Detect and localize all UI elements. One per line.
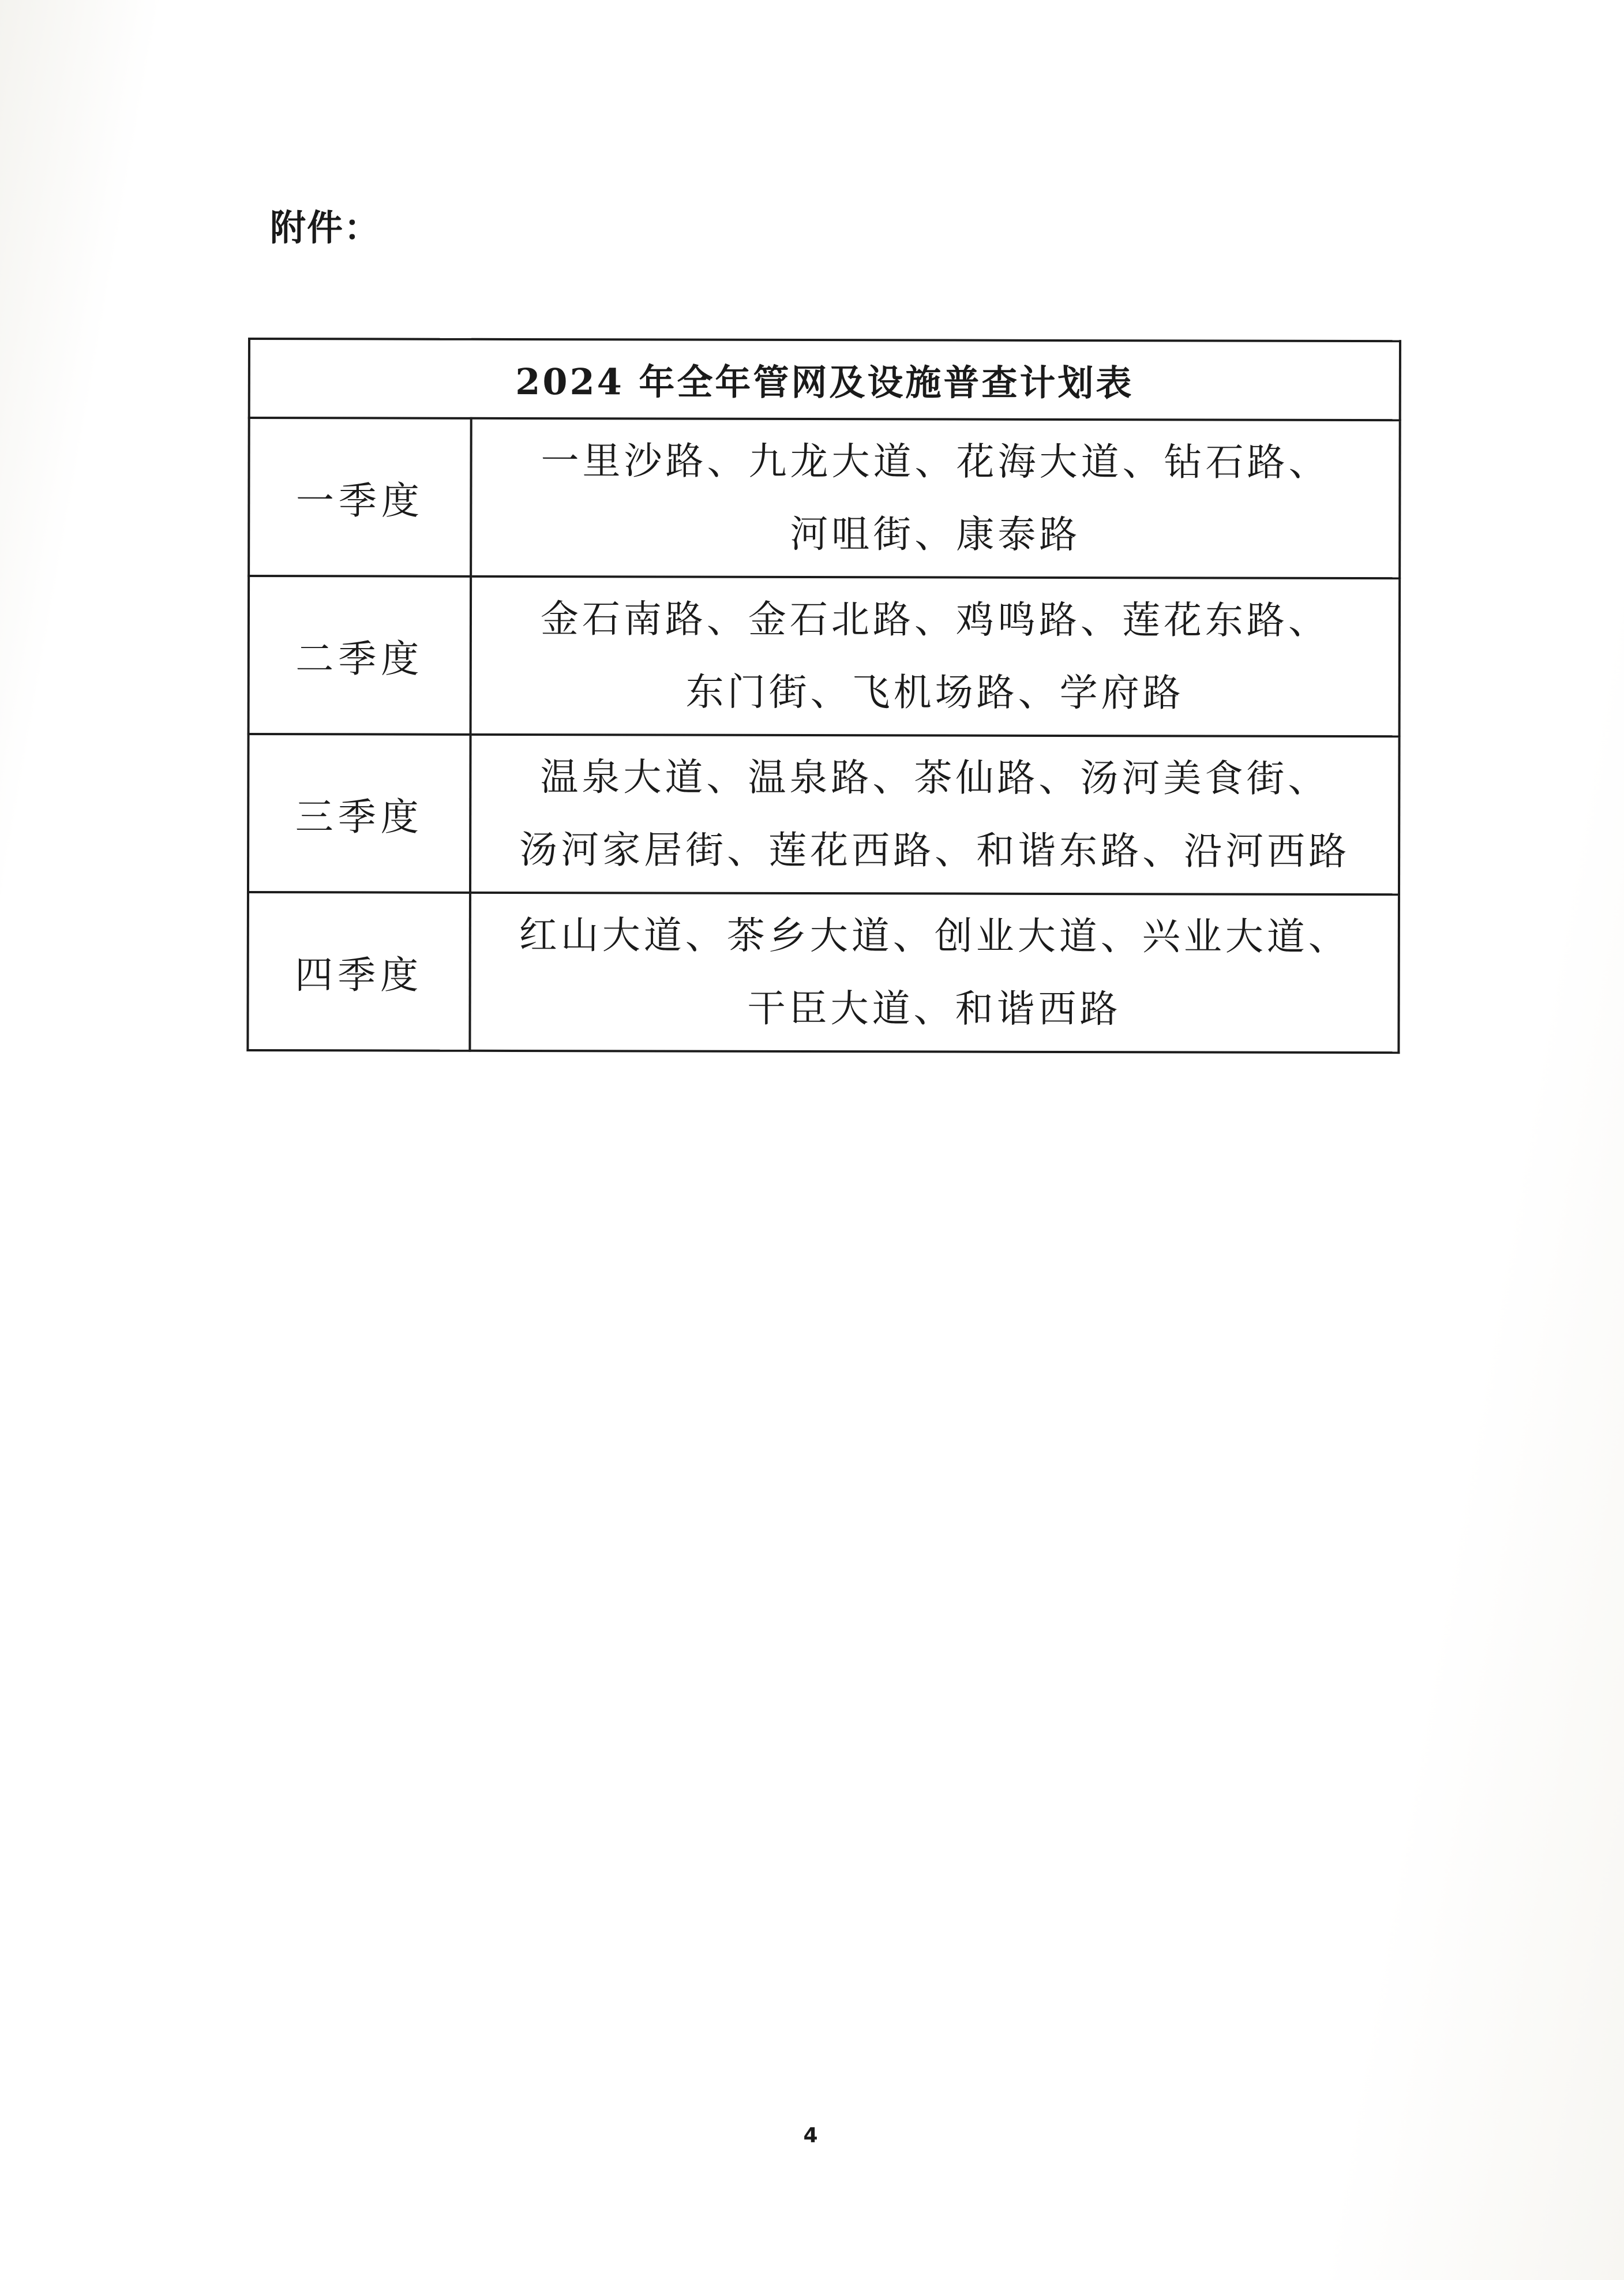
roads-line: 温泉大道、温泉路、茶仙路、汤河美食街、 [540, 755, 1330, 801]
table-title-row [249, 339, 1400, 420]
quarter-label: 三季度 [248, 734, 471, 893]
survey-plan-table [246, 338, 1401, 1054]
roads-line: 红山大道、茶乡大道、创业大道、兴业大道、 [519, 912, 1350, 960]
roads-cell [471, 418, 1400, 578]
table-row [248, 734, 1400, 894]
roads-line: 一里沙路、九龙大道、花海大道、钻石路、 [541, 439, 1330, 485]
attachment-label: 附件： [270, 207, 381, 249]
quarter-label: 四季度 [247, 892, 470, 1051]
quarter-label: 二季度 [249, 576, 471, 735]
roads-cell [470, 735, 1400, 894]
page-number: 4 [803, 2124, 818, 2147]
roads-cell [471, 576, 1400, 736]
roads-line: 汤河家居街、莲花西路、和谐东路、沿河西路 [519, 827, 1351, 874]
roads-line: 干臣大道、和谐西路 [747, 986, 1122, 1032]
table-row [247, 892, 1399, 1053]
quarter-label: 一季度 [249, 418, 471, 576]
table-row [249, 576, 1400, 736]
roads-line: 东门街、飞机场路、学府路 [685, 669, 1184, 716]
table-row [249, 418, 1400, 578]
table-title: 2024 年全年管网及设施普查计划表 [249, 339, 1400, 420]
roads-line: 金石南路、金石北路、鸡鸣路、莲花东路、 [540, 597, 1330, 643]
roads-line: 河咀街、康泰路 [790, 511, 1081, 557]
roads-cell [470, 893, 1399, 1053]
